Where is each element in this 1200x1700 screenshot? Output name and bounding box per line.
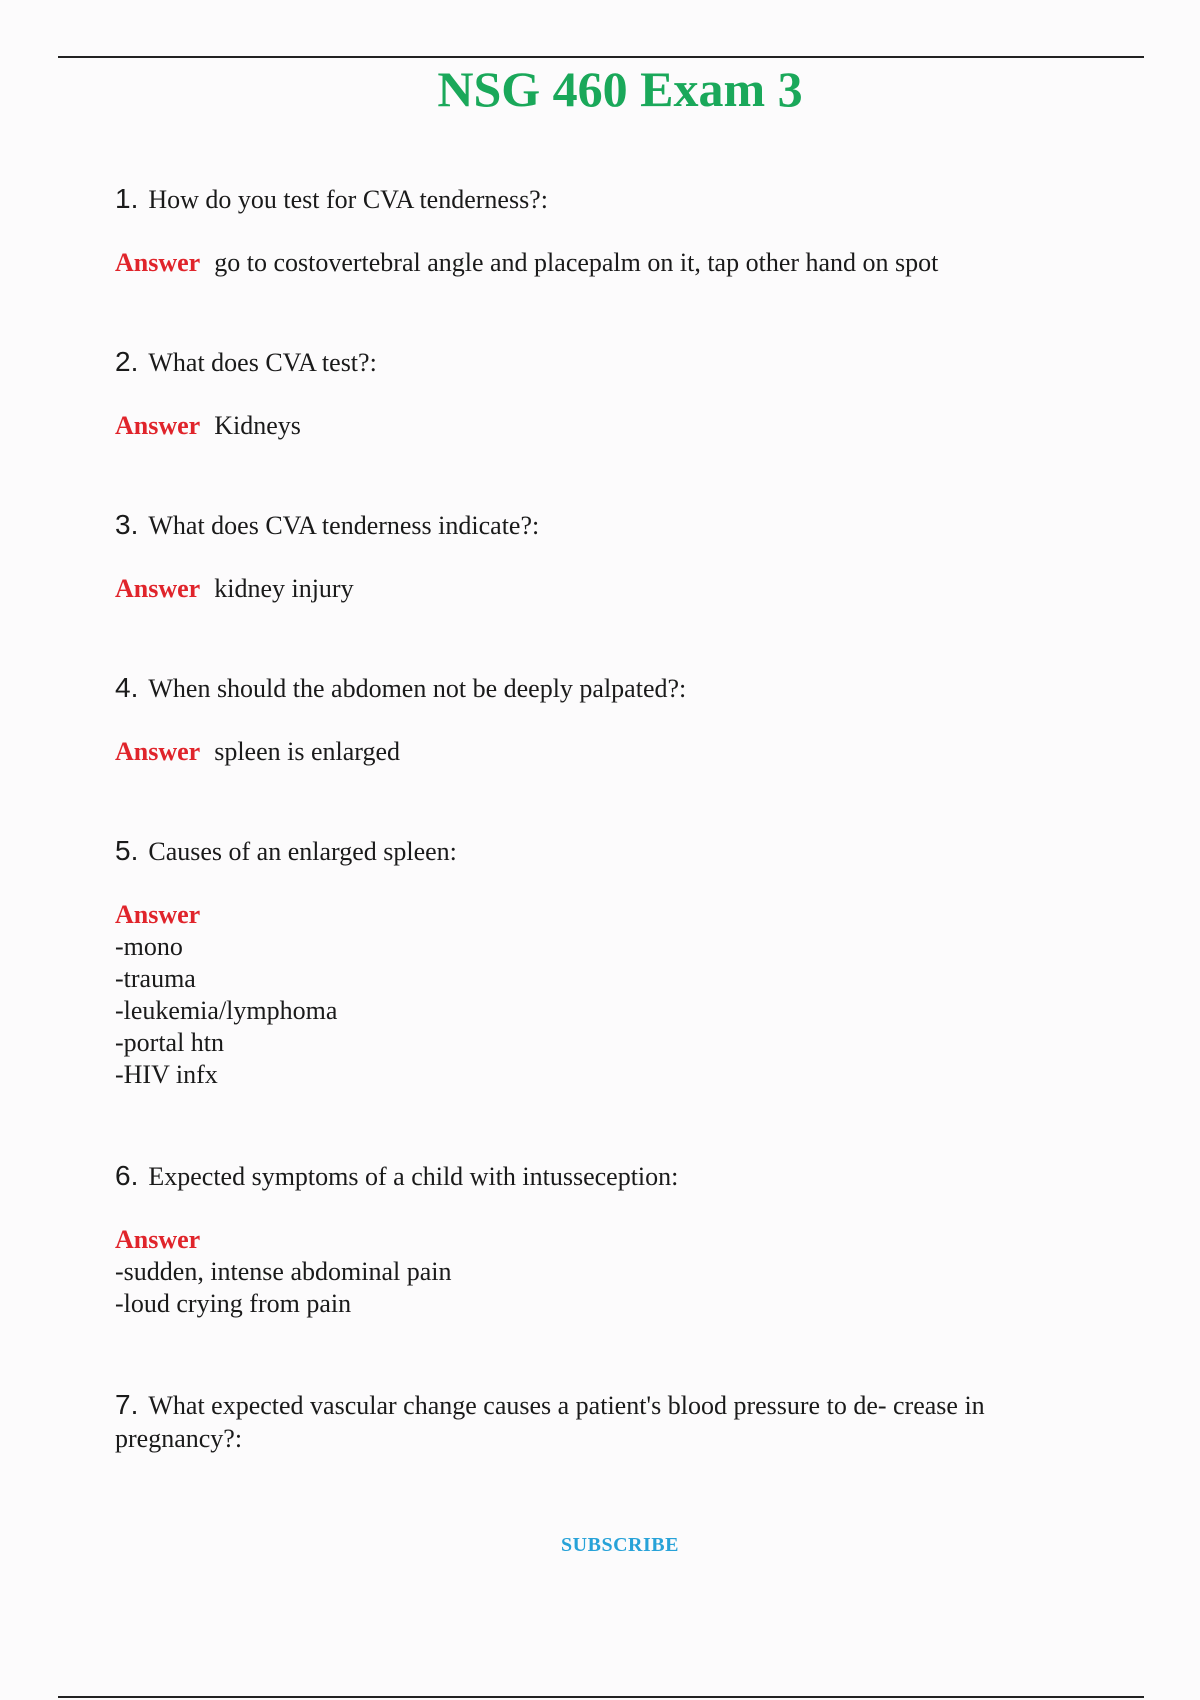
answer-label: Answer <box>115 1225 201 1254</box>
question-2 <box>115 345 1095 379</box>
question-5 <box>115 834 1095 868</box>
answer-text: go to costovertebral angle and placepalm on it, tap other hand on spot <box>214 248 939 277</box>
qa-item-7 <box>115 1388 1095 1455</box>
answer-line: -leukemia/lymphoma <box>115 996 338 1025</box>
answer-line: -mono <box>115 932 183 961</box>
question-number: 3. <box>115 509 139 540</box>
qa-item-2 <box>115 345 1095 442</box>
answer-label: Answer <box>115 411 201 440</box>
question-text: What does CVA tenderness indicate?: <box>148 511 540 540</box>
answer-6 <box>115 1224 1095 1320</box>
answer-text: spleen is enlarged <box>214 737 401 766</box>
answer-line: -HIV infx <box>115 1060 218 1089</box>
question-text: What expected vascular change causes a patient's blood pressure to de- crease in pregnancy?: <box>115 1391 985 1453</box>
qa-item-5 <box>115 834 1095 1091</box>
answer-5 <box>115 899 1095 1091</box>
answer-2 <box>115 410 1095 442</box>
question-number: 2. <box>115 346 139 377</box>
question-4 <box>115 671 1095 705</box>
question-number: 5. <box>115 835 139 866</box>
question-number: 4. <box>115 672 139 703</box>
qa-item-1 <box>115 182 1095 279</box>
answer-line: -loud crying from pain <box>115 1289 352 1318</box>
question-text: Causes of an enlarged spleen: <box>148 837 457 866</box>
page-title: NSG 460 Exam 3 <box>437 61 803 117</box>
answer-1 <box>115 247 1095 279</box>
answer-line: -sudden, intense abdominal pain <box>115 1257 452 1286</box>
question-text: When should the abdomen not be deeply palpated?: <box>148 674 687 703</box>
question-number: 7. <box>115 1389 139 1420</box>
bottom-rule <box>58 1696 1144 1698</box>
answer-label: Answer <box>115 248 201 277</box>
question-text: What does CVA test?: <box>148 348 377 377</box>
qa-item-4 <box>115 671 1095 768</box>
qa-item-6 <box>115 1159 1095 1320</box>
answer-text: kidney injury <box>214 574 354 603</box>
question-7 <box>115 1388 1095 1455</box>
answer-3 <box>115 573 1095 605</box>
question-3 <box>115 508 1095 542</box>
answer-line: -trauma <box>115 964 196 993</box>
question-text: Expected symptoms of a child with intusseception: <box>148 1162 679 1191</box>
question-number: 6. <box>115 1160 139 1191</box>
answer-label: Answer <box>115 737 201 766</box>
answer-label: Answer <box>115 574 201 603</box>
question-1 <box>115 182 1095 216</box>
qa-list <box>115 182 1095 1455</box>
answer-label: Answer <box>115 900 201 929</box>
question-text: How do you test for CVA tenderness?: <box>148 185 548 214</box>
answer-text: Kidneys <box>214 411 301 440</box>
answer-line: -portal htn <box>115 1028 225 1057</box>
question-6 <box>115 1159 1095 1193</box>
qa-item-3 <box>115 508 1095 605</box>
question-number: 1. <box>115 183 139 214</box>
answer-4 <box>115 736 1095 768</box>
subscribe-link[interactable]: SUBSCRIBE <box>561 1534 679 1556</box>
